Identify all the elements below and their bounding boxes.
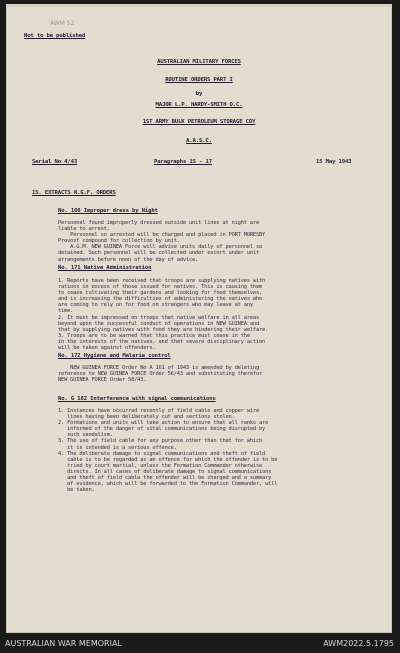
archive-footer bbox=[0, 633, 400, 653]
section-body-dress: Personnel found improperly dressed outside unit lines at night are liable to arrest. Personnel so arrested will be charged and placed in PORT MORESBY Provost compound for collection by unit. A.G.M. NEW GUINEA Force will advise units daily of personnel so detained. Such personnel will be collected under escort under unit arrangements before noon of the day of advice. bbox=[58, 220, 266, 263]
section-body-signals: 1. Instances have occurred recently of field cable and copper wire lines having been deliberately cut and sections stolen. 2. Formations and units will take action to ensure that all ranks are informed of the danger of vital communications being disrupted by such vandalism. 3. The use of field cable for any purpose other than that for which it is intended is a serious offence. 4. The deliberate damage to signal communications and theft of field cable is to be regarded as an offence for which the offender is to be tried by court martial, unless the Formation Commander otherwise directs. In all cases of deliberate damage to signal communications and theft of field cable the offender will be charged and a summary of evidence, which will be forwarded to the Formation Commander, will be taken. bbox=[58, 408, 278, 494]
unit-name: 1ST ARMY BULK PETROLEUM STORAGE COY bbox=[142, 119, 256, 125]
serial-number: Serial No 4/43 bbox=[32, 159, 78, 165]
document-page bbox=[6, 4, 392, 633]
commanding-officer: MAJOR L.P. HARDY-SMITH O.C. bbox=[155, 102, 243, 108]
document-type: ROUTINE ORDERS PART I bbox=[165, 77, 233, 83]
main-section-heading: 15. EXTRACTS N.G.F. ORDERS bbox=[32, 190, 116, 196]
unit-branch: A.A.S.C. bbox=[186, 138, 212, 144]
paragraph-range: Paragraphs 15 - 17 bbox=[154, 159, 212, 165]
by-line: by bbox=[195, 91, 203, 97]
section-body-hygiene: NEW GUINEA FORCE Order No A 161 of 1943 is amended by deleting reference to NEW GUINEA FORCE Order 56/43 and substituting therefor NEW GUINEA FORCE Order 58/43. bbox=[58, 365, 263, 384]
pencil-annotation: AWM 52 bbox=[50, 20, 75, 27]
page-top-edge bbox=[6, 4, 392, 7]
section-heading-hygiene: No. 172 Hygiene and Malaria control bbox=[58, 353, 171, 359]
order-date: 15 May 1943 bbox=[316, 159, 352, 165]
section-heading-dress: No. 160 Improper dress by Night bbox=[58, 208, 158, 214]
restriction-notice: Not to be published bbox=[24, 33, 86, 39]
archive-name: AUSTRALIAN WAR MEMORIAL bbox=[5, 639, 122, 648]
accession-number: AWM2022.5.1795 bbox=[323, 639, 394, 648]
section-heading-signals: No. G 182 Interference with signal communications bbox=[58, 396, 216, 402]
organisation-title: AUSTRALIAN MILITARY FORCES bbox=[157, 59, 241, 65]
section-heading-native: No. 171 Native Administration bbox=[58, 265, 152, 271]
section-body-native: 1. Reports have been received that troops are supplying natives with rations in excess of those issued for natives. This is causing them to cease cultivating their gardens and looking for food themselves, and is increasing the difficulties of administering the natives who are coming to rely on for food on strangers who may leave at any time. 2. It must be impressed on troops that native welfare in all areas beyond upon the successful conduct of operations in NEW GUINEA and that by supplying natives with food they are hindering their welfare. 3. Troops are to be warned that this practice must cease in the in the interests of the natives, and that severe disciplinary action will be taken against offenders. bbox=[58, 278, 269, 352]
